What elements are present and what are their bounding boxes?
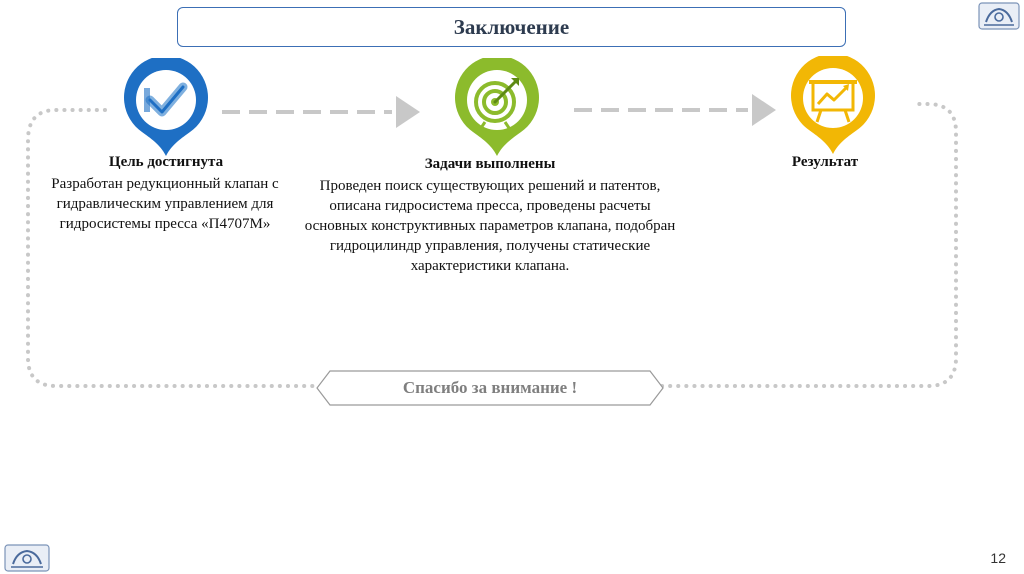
university-logo-bottom-icon [4, 544, 50, 572]
title-box [177, 7, 846, 47]
dashed-arrow-1 [222, 96, 420, 128]
tasks-heading: Задачи выполнены [424, 156, 556, 172]
university-logo-icon [978, 2, 1020, 30]
thanks-text: Спасибо за внимание ! [402, 378, 578, 397]
goal-body: Разработан редукционный клапан с гидравлическим управлением для гидросистемы пресса «П4707М» [51, 176, 279, 232]
pin-result [787, 56, 879, 156]
goal-heading: Цель достигнута [108, 154, 224, 170]
tasks-body: Проведен поиск существующих решений и патентов, описана гидросистема пресса, проведены расчеты основных конструктивных параметров клапана, подобран гидроцилиндр управления, получены статические характеристики клапана. [304, 178, 676, 274]
page-number: 12 [990, 550, 1006, 566]
pin-tasks [451, 58, 543, 158]
result-heading: Результат [791, 154, 859, 170]
pin-goal [120, 58, 212, 158]
slide-title: Заключение [453, 14, 570, 39]
dashed-arrow-2 [574, 94, 776, 126]
